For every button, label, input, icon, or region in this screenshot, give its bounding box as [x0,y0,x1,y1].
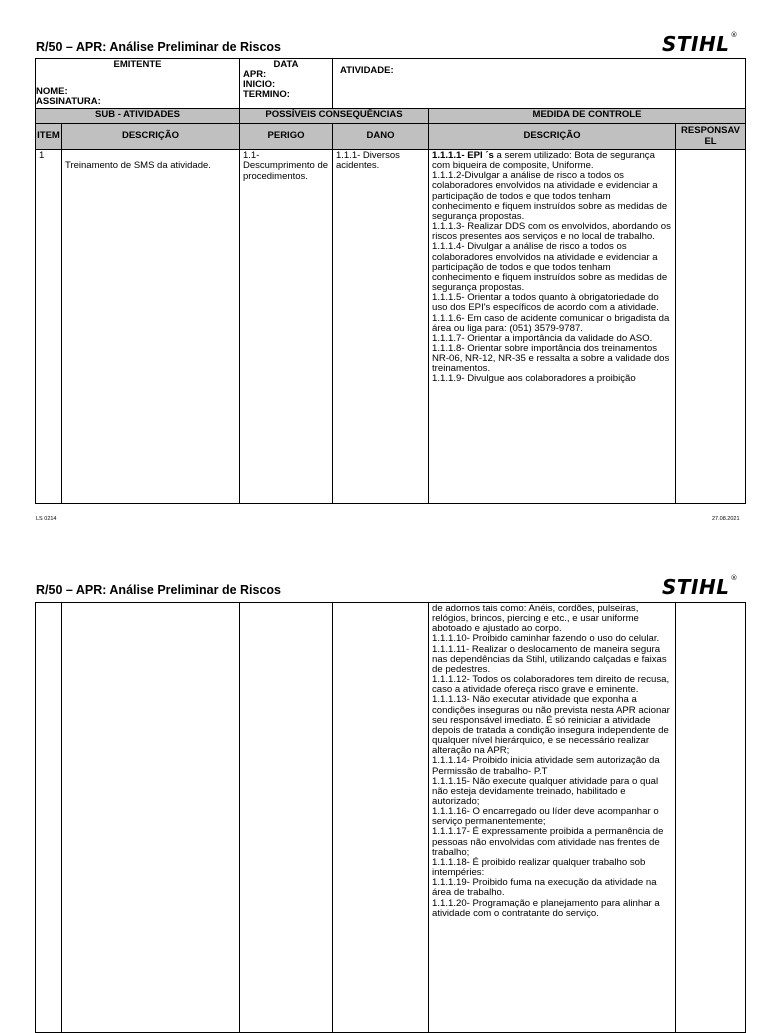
col-responsavel: RESPONSAVEL [676,124,746,150]
control-measure: 1.1.1.10- Proibido caminhar fazendo o uso do celular. [432,633,660,645]
footer-date: 27.08.2021 [712,516,740,522]
document-page-2 [0,548,768,1024]
possiveis-consequencias-header: POSSÍVEIS CONSEQUÊNCIAS [240,109,429,124]
control-measure [432,151,672,171]
emitente-cell [36,59,240,109]
inicio-label: INICIO: [243,79,276,91]
stihl-logo [662,575,738,599]
measure-text: a serem utilizado: Bota de segurança com biqueira de composite, Uniforme. [432,150,655,172]
control-measure: 1.1.1.16- O encarregado ou líder deve acompanhar o serviço permanentemente; [432,806,659,828]
control-measure: 1.1.1.19- Proibido fuma na execução da atividade na área de trabalho. [432,877,657,899]
apr-table-continued [35,602,746,1033]
col-perigo: PERIGO [240,124,333,150]
control-measure: 1.1.1.12- Todos os colaboradores tem direito de recusa, caso a atividade ofereça risco grave e eminente. [432,674,670,696]
registered-mark: ® [730,574,738,583]
measure-text: 1.1.1.8- Orientar sobre importância dos treinamentos NR-06, NR-12, NR-35 e ressalta a sobre a validade dos treinamentos. [432,342,670,375]
atividade-label: ATIVIDADE: [340,65,394,76]
termino-label: TERMINO: [243,89,290,101]
apr-label: APR: [243,69,267,81]
medida-controle-header: MEDIDA DE CONTROLE [429,109,746,124]
measure-bold-prefix: 1.1.1.1- EPI ´s [432,150,494,161]
sub-atividades-header: SUB - ATIVIDADES [36,109,240,124]
logo-text: STIHL [662,575,730,599]
control-measure: 1.1.1.11- Realizar o deslocamento de maneira segura nas dependências da Stihl, utilizando calçadas e faixas de pedestres. [432,643,667,675]
col-dano: DANO [333,124,429,150]
control-measure: 1.1.1.14- Proibido inicia atividade sem autorização da Permissão de trabalho- P.T [432,755,660,777]
col-descricao-medida: DESCRIÇÃO [429,124,676,150]
cont-perigo [240,603,333,1033]
row-dano: 1.1.1- Diversos acidentes. [333,150,429,504]
nome-label: NOME: [36,86,68,97]
logo-text: STIHL [662,32,730,56]
cont-dano [333,603,429,1033]
control-measure: 1.1.1.17- É expressamente proibida a permanência de pessoas não envolvidas com atividade nas frentes de trabalho; [432,826,664,858]
data-label: DATA [273,59,299,70]
measure-text: 1.1.1.5- Orientar a todos quanto à obrigatoriedade do uso dos EPI's específicos de acordo com a atividade. [432,292,659,314]
document-title: R/50 – APR: Análise Preliminar de Riscos [36,583,282,597]
measure-text: 1.1.1.4- Divulgar a análise de risco a todos os colaboradores envolvidos na atividade e evidenciar a participação de todos e que todos tenham conhecimento e fiquem instruídos sobre as medidas de segurança propostas. [432,241,668,294]
control-measure [432,222,672,242]
row-descricao: Treinamento de SMS da atividade. [62,150,240,504]
cont-responsavel [676,603,746,1033]
assinatura-label: ASSINATURA: [36,96,101,107]
control-measure: 1.1.1.18- É proibido realizar qualquer trabalho sob intempéries: [432,856,646,879]
row-item: 1 [36,150,62,504]
measures-cell-page2 [429,603,676,1033]
control-measure [432,293,672,313]
data-cell [240,59,333,109]
footer-code: LS 0214 [36,516,57,522]
document-title: R/50 – APR: Análise Preliminar de Riscos [36,40,282,54]
control-measure: 1.1.1.15- Não execute qualquer atividade para o qual não esteja devidamente treinado, habilitado e autorizado; [432,775,659,807]
atividade-cell [333,59,746,109]
emitente-label: EMITENTE [113,59,162,70]
measure-text: 1.1.1.9- Divulgue aos colaboradores a proibição [432,373,636,385]
registered-mark: ® [730,31,738,40]
control-measure: de adornos tais como: Anéis, cordões, pulseiras, relógios, brincos, piercing e etc., e usar uniforme abotoado e ajustado ao corpo. [432,603,639,635]
control-measure: 1.1.1.13- Não executar atividade que exponha a condições inseguras ou não prevista nesta APR acionar seu responsável imediato. É só reiniciar a atividade depois de tratada a condição insegura independente de qualquer nível hierárquico, e se necessário realizar alteração na APR; [432,694,670,757]
control-measure [432,374,672,384]
apr-table [35,58,746,504]
control-measure [432,171,672,222]
measure-text: 1.1.1.6- Em caso de acidente comunicar o brigadista da área ou liga para: (051) 3579-9787. [432,312,670,334]
cont-descricao [62,603,240,1033]
control-measure [432,242,672,293]
row-responsavel [676,150,746,504]
col-descricao: DESCRIÇÃO [62,124,240,150]
measure-text: 1.1.1.2-Divulgar a análise de risco a todos os colaboradores envolvidos na atividade e evidenciar a participação de todos e que todos tenham conhecimento e fiquem instruídos sobre as medidas de segurança propostas. [432,170,668,222]
measure-text: 1.1.1.7- Orientar a importância da validade do ASO. [432,332,653,344]
measure-text: 1.1.1.3- Realizar DDS com os envolvidos, abordando os riscos presentes aos serviços e no local de trabalho. [432,221,671,243]
stihl-logo [662,32,738,56]
control-measure: 1.1.1.20- Programação e planejamento para alinhar a atividade com o contratante do serviço. [432,897,660,919]
control-measure [432,344,672,374]
measures-cell-page1 [429,150,676,504]
control-measure [432,314,672,334]
row-perigo: 1.1- Descumprimento de procedimentos. [240,150,333,504]
col-item: ITEM [36,124,62,150]
cont-item [36,603,62,1033]
